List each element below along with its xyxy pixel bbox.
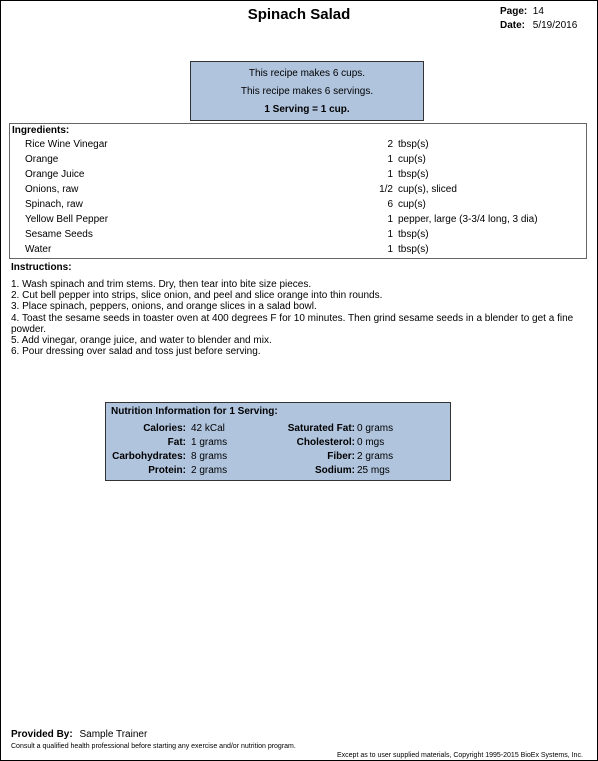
- page-label: Page:: [500, 6, 528, 17]
- nutrient-value: 2 grams: [191, 465, 228, 476]
- ingredient-qty: 1/2: [379, 184, 393, 195]
- ingredient-name: Orange Juice: [25, 169, 85, 180]
- provided-by: [11, 729, 147, 740]
- ingredient-name: Spinach, raw: [25, 199, 83, 210]
- ingredient-name: Sesame Seeds: [25, 229, 93, 240]
- nutrition-info-box: [105, 402, 451, 481]
- ingredient-row: [10, 154, 586, 169]
- nutrient-label: Saturated Fat:: [287, 423, 355, 434]
- ingredient-qty: 1: [387, 214, 393, 225]
- date-label: Date:: [500, 20, 526, 31]
- nutrient-label: Sodium:: [315, 465, 355, 476]
- ingredient-row: [10, 244, 586, 259]
- ingredient-unit: pepper, large (3-3/4 long, 3 dia): [398, 214, 538, 225]
- instruction-step: 4. Toast the sesame seeds in toaster oven at 400 degrees F for 10 minutes. Then grind sesame seeds in a blender to get a fine powder.: [11, 312, 574, 335]
- nutrient-value: 2 grams: [357, 451, 394, 462]
- summary-servings: This recipe makes 6 servings.: [240, 86, 374, 97]
- ingredient-row: [10, 229, 586, 244]
- nutrient-value: 25 mgs: [357, 465, 390, 476]
- ingredient-qty: 1: [387, 154, 393, 165]
- nutrient-value: 1 grams: [191, 437, 228, 448]
- ingredient-qty: 2: [387, 139, 393, 150]
- nutrition-row: [106, 423, 450, 437]
- provided-label: Provided By:: [11, 729, 73, 740]
- nutrition-header: Nutrition Information for 1 Serving:: [111, 406, 278, 417]
- ingredient-unit: tbsp(s): [398, 229, 429, 240]
- ingredients-header: Ingredients:: [12, 125, 70, 136]
- nutrition-row: [106, 465, 450, 479]
- nutrient-label: Fat:: [167, 437, 186, 448]
- nutrient-value: 0 grams: [357, 423, 394, 434]
- nutrient-value: 8 grams: [191, 451, 228, 462]
- copyright-notice: Except as to user supplied materials, Copyright 1995-2015 BioEx Systems, Inc.: [337, 752, 583, 759]
- nutrient-label: Cholesterol:: [296, 437, 355, 448]
- ingredient-unit: cup(s): [398, 154, 426, 165]
- ingredient-unit: tbsp(s): [398, 169, 429, 180]
- instruction-step: 6. Pour dressing over salad and toss just before serving.: [11, 346, 261, 358]
- ingredients-table: [9, 123, 587, 259]
- nutrient-value: 0 mgs: [357, 437, 385, 448]
- ingredient-qty: 6: [387, 199, 393, 210]
- nutrient-label: Protein:: [148, 465, 186, 476]
- ingredient-row: [10, 199, 586, 214]
- recipe-title: Spinach Salad: [247, 6, 351, 23]
- ingredient-qty: 1: [387, 229, 393, 240]
- ingredient-unit: cup(s): [398, 199, 426, 210]
- report-date: [500, 20, 577, 31]
- nutrition-row: [106, 437, 450, 451]
- ingredient-name: Water: [25, 244, 52, 255]
- summary-cups: This recipe makes 6 cups.: [248, 68, 366, 79]
- instruction-step: 2. Cut bell pepper into strips, slice onion, and peel and slice orange into thin rounds.: [11, 290, 383, 302]
- ingredient-name: Yellow Bell Pepper: [25, 214, 109, 225]
- consult-disclaimer: Consult a qualified health professional before starting any exercise and/or nutrition program.: [11, 743, 296, 750]
- page-number: [500, 6, 544, 17]
- instructions-list: [11, 279, 587, 357]
- date-value: 5/19/2016: [532, 20, 578, 31]
- nutrient-label: Fiber:: [327, 451, 355, 462]
- nutrient-label: Carbohydrates:: [112, 451, 186, 462]
- recipe-summary-box: [190, 61, 424, 121]
- ingredient-row: [10, 139, 586, 154]
- instruction-step: 1. Wash spinach and trim stems. Dry, then tear into bite size pieces.: [11, 279, 312, 290]
- ingredient-qty: 1: [387, 169, 393, 180]
- summary-serving-size: 1 Serving = 1 cup.: [264, 104, 350, 115]
- nutrition-row: [106, 451, 450, 465]
- ingredient-row: [10, 214, 586, 229]
- ingredient-name: Onions, raw: [25, 184, 79, 195]
- ingredient-unit: tbsp(s): [398, 139, 429, 150]
- ingredient-name: Rice Wine Vinegar: [25, 139, 108, 150]
- ingredient-row: [10, 184, 586, 199]
- ingredient-row: [10, 169, 586, 184]
- page-value: 14: [532, 6, 544, 17]
- ingredient-unit: tbsp(s): [398, 244, 429, 255]
- nutrient-value: 42 kCal: [191, 423, 225, 434]
- ingredient-name: Orange: [25, 154, 59, 165]
- ingredient-unit: cup(s), sliced: [398, 184, 457, 195]
- nutrient-label: Calories:: [143, 423, 186, 434]
- instruction-step: 3. Place spinach, peppers, onions, and orange slices in a salad bowl.: [11, 301, 317, 313]
- provided-value: Sample Trainer: [79, 729, 148, 740]
- instructions-header: Instructions:: [11, 262, 72, 273]
- ingredient-qty: 1: [387, 244, 393, 255]
- instruction-step: 5. Add vinegar, orange juice, and water to blender and mix.: [11, 335, 272, 347]
